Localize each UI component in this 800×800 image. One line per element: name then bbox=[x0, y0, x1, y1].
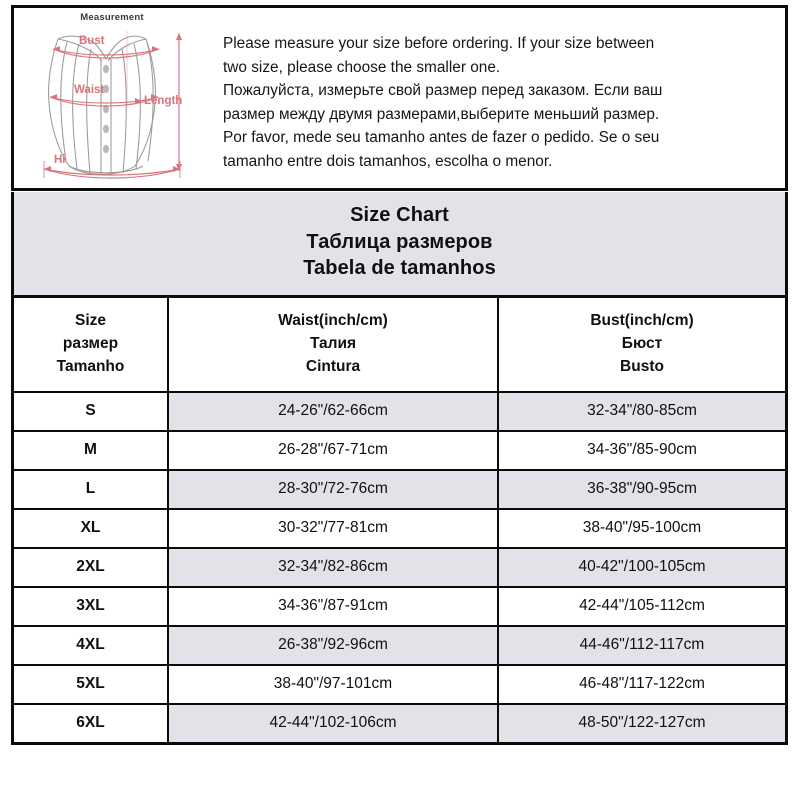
diagram-title: Measurement bbox=[80, 12, 144, 23]
cell-size: L bbox=[14, 470, 168, 509]
table-row bbox=[14, 548, 785, 587]
header-size-pt: Tamanho bbox=[56, 357, 125, 375]
header-waist-pt: Cintura bbox=[305, 357, 361, 375]
notice-line: two size, please choose the smaller one. bbox=[223, 58, 501, 76]
table-row bbox=[14, 704, 785, 742]
header-size-en: Size bbox=[74, 311, 106, 329]
info-panel bbox=[11, 5, 788, 191]
table-row bbox=[14, 587, 785, 626]
diagram-label-hip: Hi bbox=[54, 154, 66, 166]
title-line-en: Size Chart bbox=[350, 204, 449, 226]
cell-waist: 38-40"/97-101cm bbox=[168, 665, 498, 704]
measurement-diagram bbox=[22, 11, 202, 186]
header-bust-ru: Бюст bbox=[621, 334, 663, 352]
size-chart-title bbox=[14, 192, 785, 298]
notice-line: Пожалуйста, измерьте свой размер перед заказом. Если ваш bbox=[223, 82, 663, 100]
corset-illustration-icon bbox=[22, 11, 202, 186]
cell-bust: 40-42"/100-105cm bbox=[498, 548, 785, 587]
cell-bust: 44-46"/112-117cm bbox=[498, 626, 785, 665]
header-waist-ru: Талия bbox=[309, 334, 357, 352]
notice-line: размер между двумя размерами,выберите меньший размер. bbox=[223, 105, 660, 123]
cell-waist: 26-38"/92-96cm bbox=[168, 626, 498, 665]
measurement-diagram-cell bbox=[14, 8, 210, 188]
table-row bbox=[14, 431, 785, 470]
cell-size: 2XL bbox=[14, 548, 168, 587]
notice-line: Please measure your size before ordering. If your size between bbox=[223, 35, 655, 52]
table-header-row bbox=[14, 298, 785, 392]
cell-bust: 36-38"/90-95cm bbox=[498, 470, 785, 509]
table-row bbox=[14, 470, 785, 509]
cell-size: 6XL bbox=[14, 704, 168, 742]
header-bust-en: Bust(inch/cm) bbox=[590, 311, 694, 329]
cell-size: M bbox=[14, 431, 168, 470]
cell-waist: 28-30"/72-76cm bbox=[168, 470, 498, 509]
table-row bbox=[14, 626, 785, 665]
table-row bbox=[14, 392, 785, 431]
cell-size: 5XL bbox=[14, 665, 168, 704]
cell-size: S bbox=[14, 392, 168, 431]
cell-bust: 42-44"/105-112cm bbox=[498, 587, 785, 626]
table-row bbox=[14, 665, 785, 704]
title-line-pt: Tabela de tamanhos bbox=[303, 257, 496, 279]
cell-size: 4XL bbox=[14, 626, 168, 665]
cell-waist: 24-26"/62-66cm bbox=[168, 392, 498, 431]
column-header-bust bbox=[498, 298, 785, 392]
measurements-grid bbox=[14, 298, 785, 742]
cell-bust: 34-36"/85-90cm bbox=[498, 431, 785, 470]
diagram-label-waist: Waist bbox=[74, 84, 105, 96]
diagram-label-bust: Bust bbox=[79, 35, 105, 47]
header-size-ru: размер bbox=[62, 334, 119, 352]
header-bust-pt: Busto bbox=[620, 357, 664, 375]
measure-notice bbox=[210, 8, 785, 188]
cell-waist: 30-32"/77-81cm bbox=[168, 509, 498, 548]
cell-waist: 26-28"/67-71cm bbox=[168, 431, 498, 470]
table-row bbox=[14, 509, 785, 548]
notice-line: Por favor, mede seu tamanho antes de fazer o pedido. Se o seu bbox=[223, 129, 660, 147]
cell-waist: 32-34"/82-86cm bbox=[168, 548, 498, 587]
size-chart-table bbox=[11, 192, 788, 745]
cell-waist: 34-36"/87-91cm bbox=[168, 587, 498, 626]
notice-line: tamanho entre dois tamanhos, escolha o menor. bbox=[223, 152, 553, 170]
cell-size: XL bbox=[14, 509, 168, 548]
column-header-size bbox=[14, 298, 168, 392]
header-waist-en: Waist(inch/cm) bbox=[278, 311, 388, 329]
title-line-ru: Таблица размеров bbox=[306, 230, 493, 253]
table-body bbox=[14, 392, 785, 742]
cell-size: 3XL bbox=[14, 587, 168, 626]
cell-waist: 42-44"/102-106cm bbox=[168, 704, 498, 742]
column-header-waist bbox=[168, 298, 498, 392]
diagram-label-length: Length bbox=[144, 95, 183, 107]
cell-bust: 48-50"/122-127cm bbox=[498, 704, 785, 742]
cell-bust: 38-40"/95-100cm bbox=[498, 509, 785, 548]
cell-bust: 32-34"/80-85cm bbox=[498, 392, 785, 431]
cell-bust: 46-48"/117-122cm bbox=[498, 665, 785, 704]
